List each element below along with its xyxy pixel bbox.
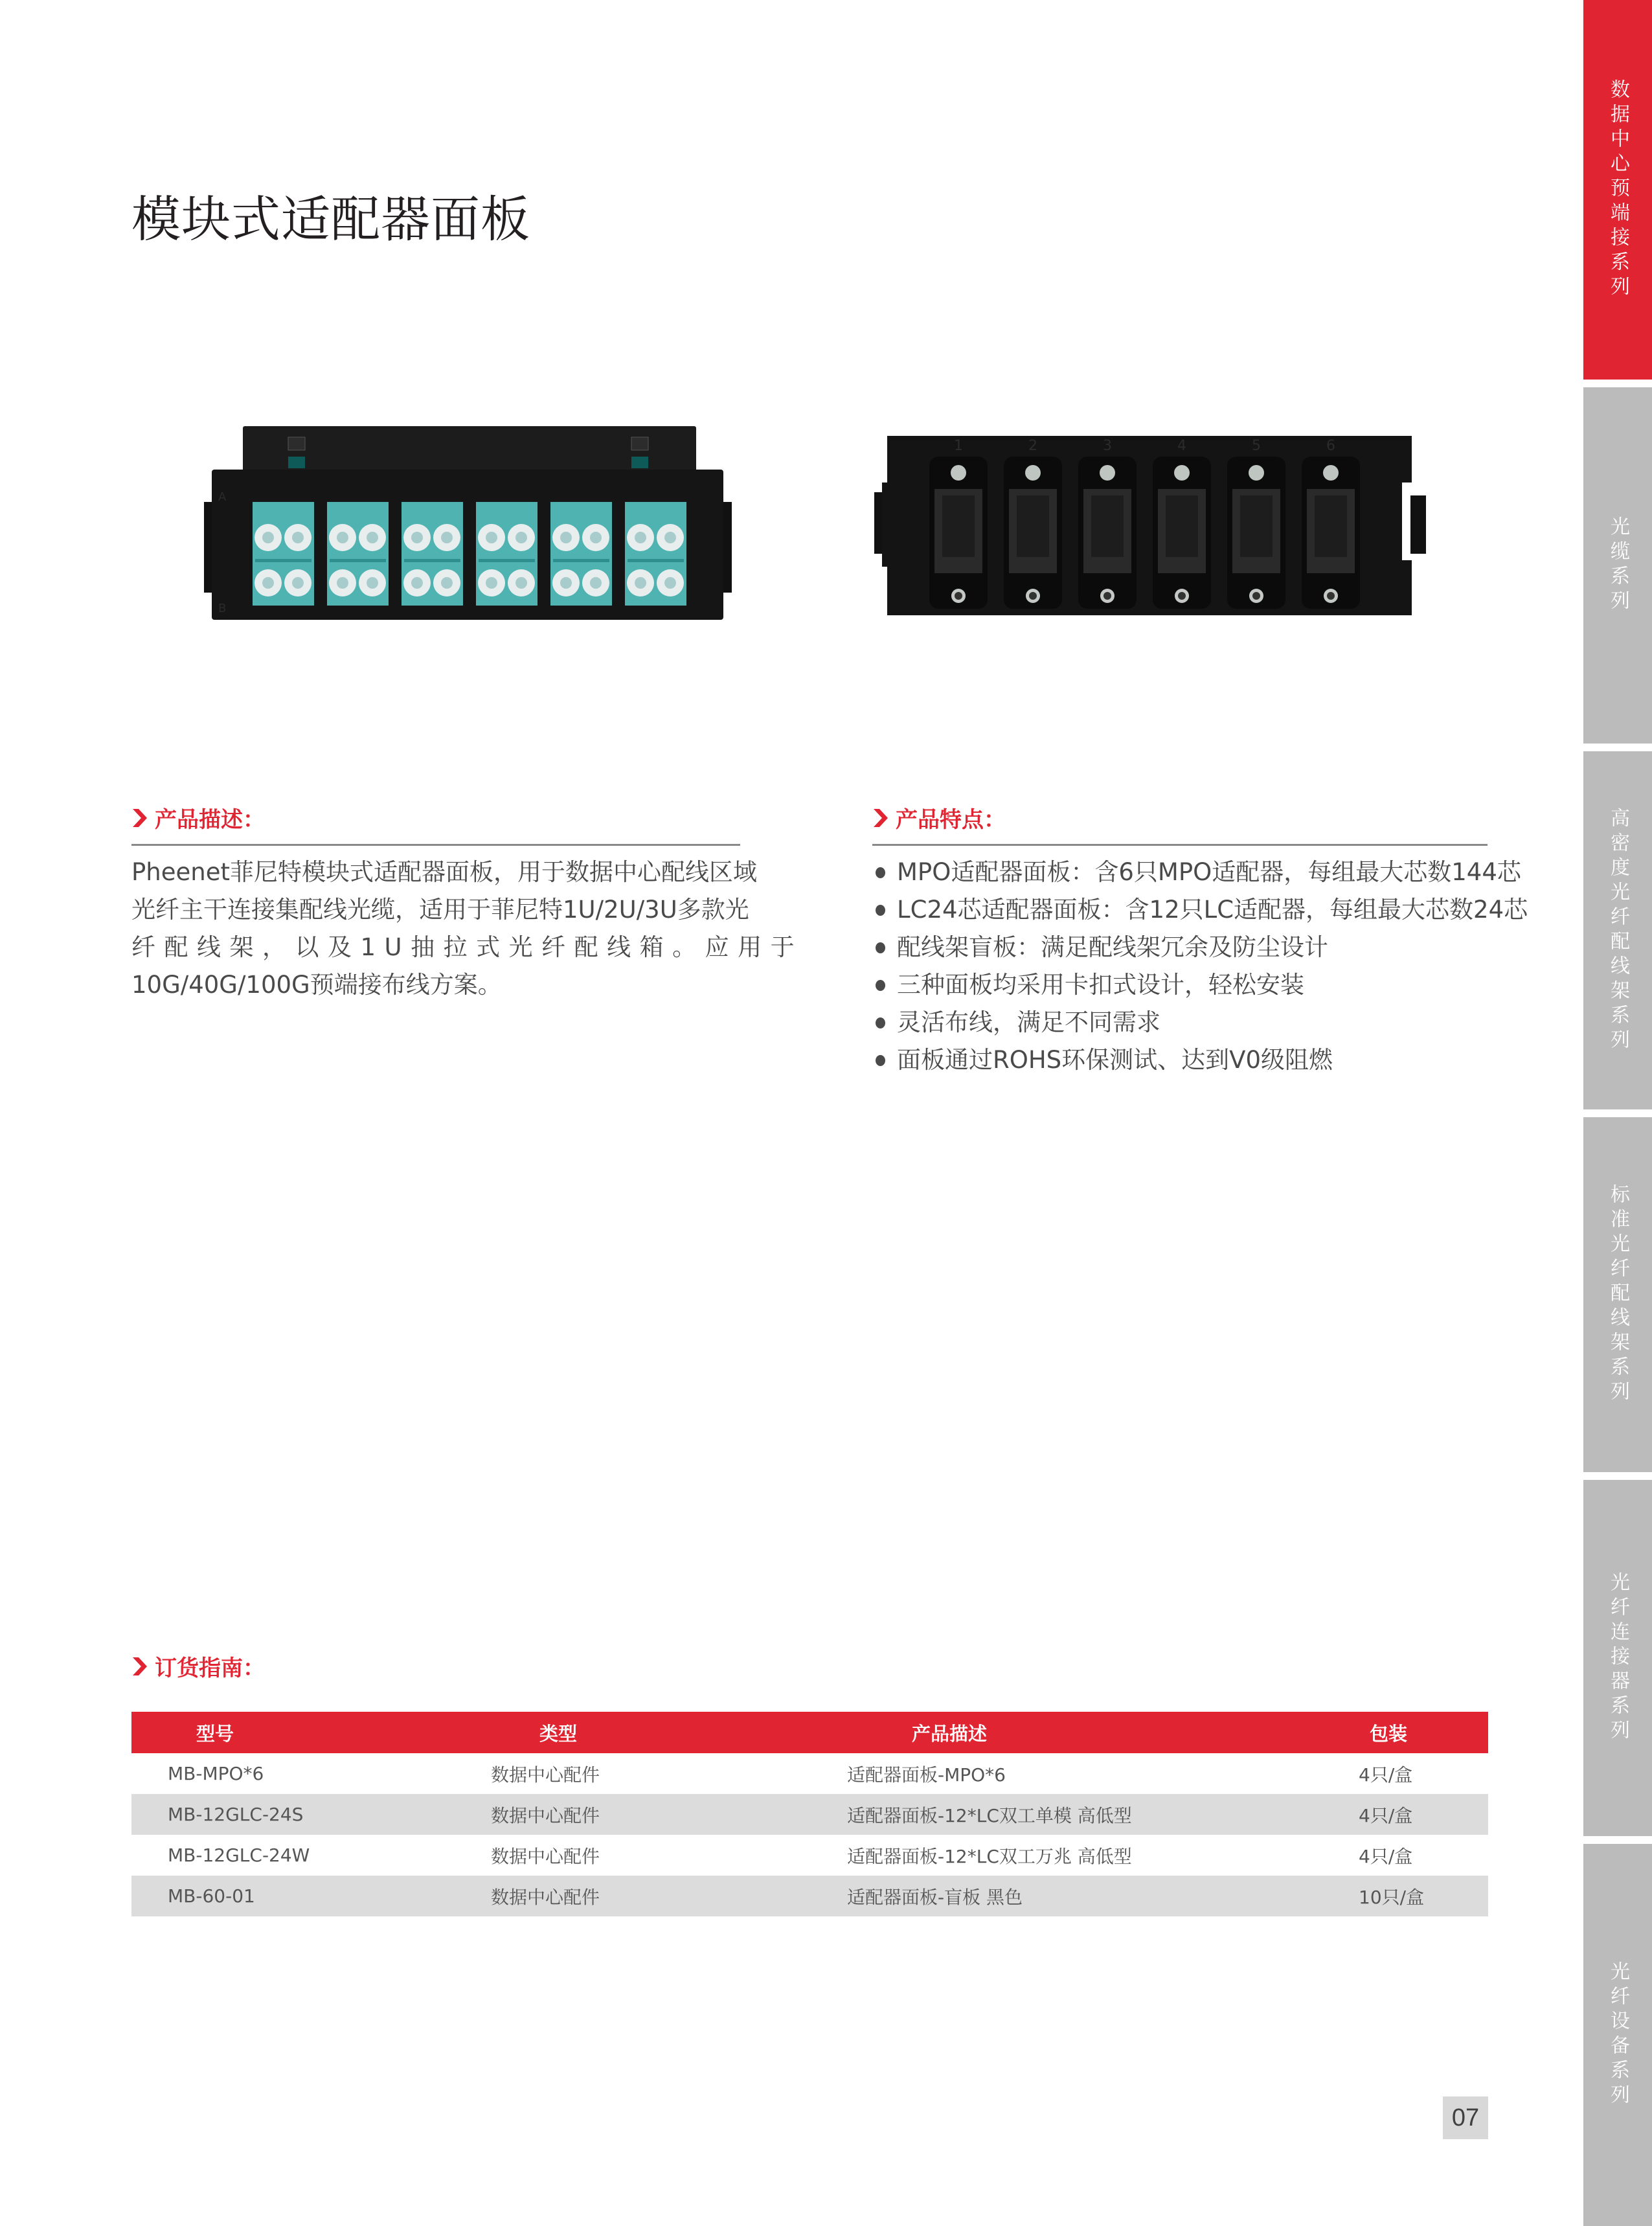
svg-text:B: B: [218, 602, 227, 615]
svg-text:2: 2: [1028, 438, 1037, 454]
cell-package: 4只/盒: [1359, 1764, 1413, 1786]
side-tab-connector[interactable]: [1583, 1480, 1652, 1836]
side-tab-label: 光缆系列: [1607, 516, 1629, 615]
order-guide-heading-text: 订货指南：: [155, 1655, 265, 1681]
svg-text:A: A: [218, 490, 227, 504]
features-list: [876, 854, 1528, 1079]
feature-item: 灵活布线，满足不同需求: [876, 1004, 1528, 1041]
description-heading-text: 产品描述：: [155, 807, 265, 833]
column-header-model: 型号: [131, 1712, 491, 1753]
chevron-right-icon: [872, 808, 889, 828]
table-header-row: [131, 1712, 1488, 1753]
side-tab-label: 高密度光纤配线架系列: [1607, 807, 1629, 1054]
side-tab-label: 标准光纤配线架系列: [1607, 1184, 1629, 1405]
cell-model: MB-60-01: [131, 1876, 491, 1916]
description-heading: [131, 802, 265, 834]
svg-text:4: 4: [1177, 438, 1186, 454]
table-row: [131, 1835, 1488, 1876]
description-line: 10G/40G/100G预端接布线方案。: [131, 971, 502, 999]
chevron-right-icon: [131, 808, 148, 828]
cell-description: 适配器面板-12*LC双工万兆 高低型: [847, 1845, 1132, 1867]
svg-text:5: 5: [1252, 438, 1261, 454]
side-tab-cable[interactable]: [1583, 387, 1652, 744]
cell-type: 数据中心配件: [491, 1845, 600, 1867]
cell-model: MB-12GLC-24S: [131, 1794, 491, 1835]
cell-description: 适配器面板-12*LC双工单模 高低型: [847, 1794, 1359, 1835]
cell-package: 4只/盒: [1359, 1845, 1413, 1867]
table-row: [131, 1794, 1488, 1835]
features-heading-text: 产品特点：: [896, 807, 1006, 833]
bullet-icon: [876, 942, 885, 953]
description-body: [131, 854, 804, 1004]
side-tab-equipment[interactable]: [1583, 1844, 1652, 2226]
side-tab-standard-odf[interactable]: [1583, 1117, 1652, 1472]
side-tab-data-center[interactable]: [1583, 0, 1652, 380]
cell-description: 适配器面板-盲板 黑色: [847, 1876, 1359, 1916]
column-header-description: 产品描述: [847, 1712, 1359, 1753]
cell-type: 数据中心配件: [491, 1794, 847, 1835]
page-number: 07: [1443, 2096, 1488, 2139]
description-line: 光纤主干连接集配线光缆，适用于菲尼特1U/2U/3U多款光: [131, 896, 749, 924]
cell-model: MB-12GLC-24W: [168, 1845, 310, 1866]
side-tab-high-density-odf[interactable]: [1583, 751, 1652, 1109]
category-side-tabs: [1583, 0, 1652, 2226]
feature-item: MPO适配器面板：含6只MPO适配器，每组最大芯数144芯: [876, 854, 1528, 891]
description-line: Pheenet菲尼特模块式适配器面板，用于数据中心配线区域: [131, 858, 758, 886]
cell-type: 数据中心配件: [491, 1876, 847, 1916]
cell-type: 数据中心配件: [491, 1764, 600, 1786]
feature-item: 面板通过ROHS环保测试、达到V0级阻燃: [876, 1041, 1528, 1079]
bullet-icon: [876, 1017, 885, 1028]
chevron-right-icon: [131, 1656, 148, 1677]
feature-item: 三种面板均采用卡扣式设计，轻松安装: [876, 966, 1528, 1004]
svg-text:3: 3: [1103, 438, 1112, 454]
description-divider: [131, 844, 740, 846]
features-divider: [872, 844, 1488, 846]
svg-text:6: 6: [1326, 438, 1335, 454]
table-row: [131, 1753, 1488, 1794]
bullet-icon: [876, 867, 885, 878]
page-title: 模块式适配器面板: [131, 190, 530, 248]
cell-package: 4只/盒: [1359, 1794, 1488, 1835]
cell-model: MB-MPO*6: [168, 1763, 264, 1784]
column-header-package: 包装: [1359, 1712, 1488, 1753]
feature-item: 配线架盲板：满足配线架冗余及防尘设计: [876, 929, 1528, 966]
svg-text:1: 1: [954, 438, 963, 454]
side-tab-label: 数据中心预端接系列: [1607, 79, 1629, 301]
side-tab-label: 光纤连接器系列: [1607, 1572, 1629, 1744]
cell-package: 10只/盒: [1359, 1876, 1488, 1916]
column-header-type: 类型: [491, 1712, 847, 1753]
features-heading: [872, 802, 1006, 834]
bullet-icon: [876, 980, 885, 991]
cell-description: 适配器面板-MPO*6: [847, 1764, 1006, 1786]
description-line: 纤配线架，以及1U抽拉式光纤配线箱。应用于: [131, 933, 804, 961]
bullet-icon: [876, 1055, 885, 1066]
side-tab-label: 光纤设备系列: [1607, 1961, 1629, 2109]
table-row: [131, 1876, 1488, 1916]
bullet-icon: [876, 905, 885, 916]
lc-adapter-panel-image: [204, 424, 732, 622]
order-guide-table: [131, 1712, 1488, 1916]
order-guide-heading: [131, 1650, 265, 1682]
feature-item: LC24芯适配器面板：含12只LC适配器，每组最大芯数24芯: [876, 891, 1528, 929]
mpo-adapter-panel-image: [874, 431, 1426, 619]
